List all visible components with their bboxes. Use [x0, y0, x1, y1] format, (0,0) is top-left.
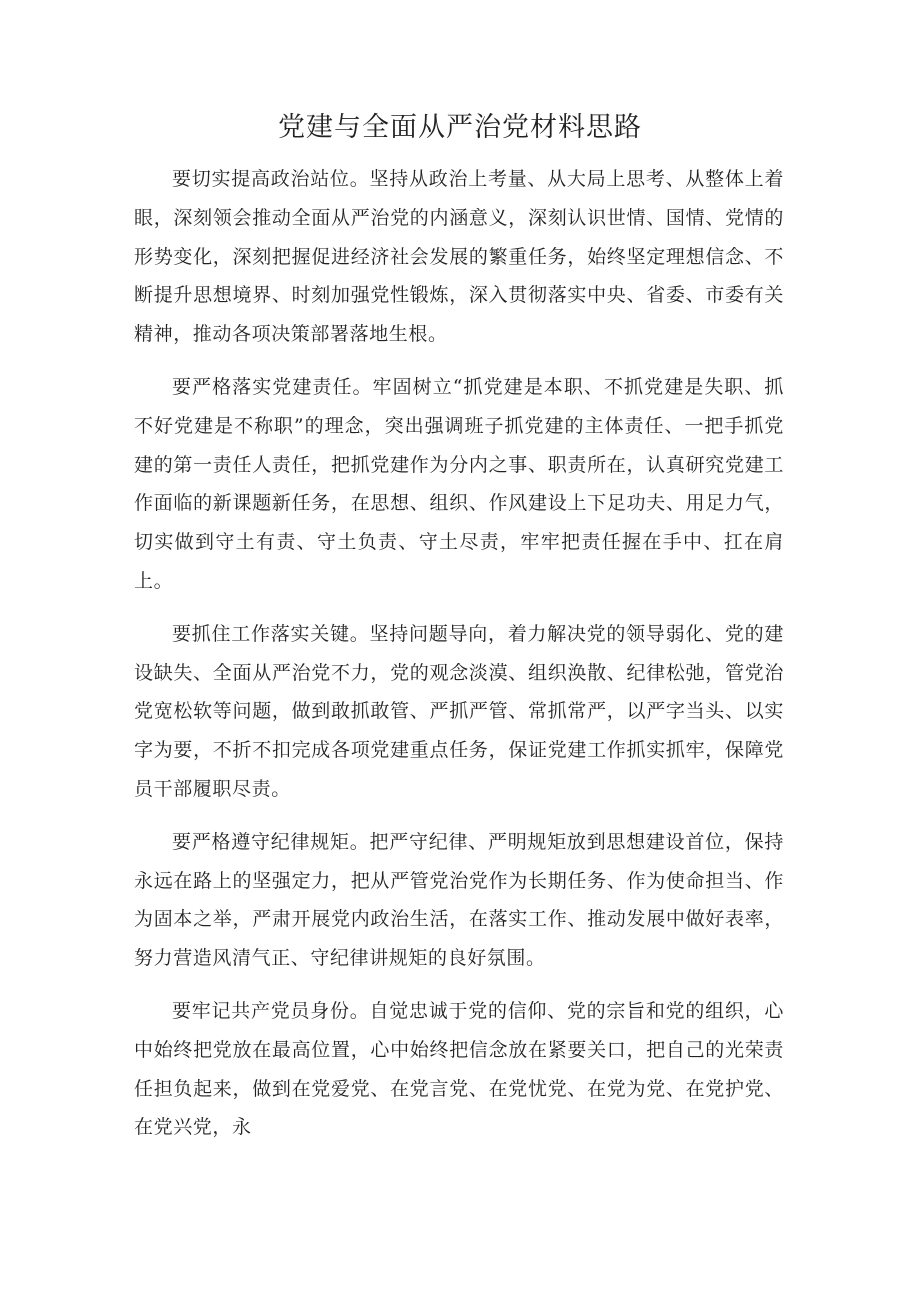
- paragraph-party-responsibility: 要严格落实党建责任。牢固树立“抓党建是本职、不抓党建是失职、抓不好党建是不称职”的理念，突出强调班子抓党建的主体责任、一把手抓党建的第一责任人责任，把抓党建作为分内之事、职责所在，认真研究党建工作面临的新课题新任务，在思想、组织、作风建设上下足功夫、用足力气，切实做到守土有责、守土负责、守土尽责，牢牢把责任握在手中、扛在肩上。: [134, 375, 784, 592]
- paragraph-political-stance: 要切实提高政治站位。坚持从政治上考量、从大局上思考、从整体上着眼，深刻领会推动全面从严治党的内涵意义，深刻认识世情、国情、党情的形势变化，深刻把握促进经济社会发展的繁重任务，始终坚定理想信念、不断提升思想境界、时刻加强党性锻炼，深入贯彻落实中央、省委、市委有关精神，推动各项决策部署落地生根。: [134, 168, 784, 346]
- document-body: [134, 160, 784, 1161]
- paragraph-party-member-identity: 要牢记共产党员身份。自觉忠诚于党的信仰、党的宗旨和党的组织，心中始终把党放在最高位置，心中始终把信念放在紧要关口，把自己的光荣责任担负起来，做到在党爱党、在党言党、在党忧党、在党为党、在党护党、在党兴党，永: [134, 999, 784, 1139]
- paragraph-discipline-rules: 要严格遵守纪律规矩。把严守纪律、严明规矩放到思想建设首位，保持永远在路上的坚强定力，把从严管党治党作为长期任务、作为使命担当、作为固本之举，严肃开展党内政治生活，在落实工作、推动发展中做好表率，努力营造风清气正、守纪律讲规矩的良好氛围。: [134, 830, 784, 970]
- document-title: 党建与全面从严治党材料思路: [278, 112, 642, 143]
- paragraph-work-implementation: 要抓住工作落实关键。坚持问题导向，着力解决党的领导弱化、党的建设缺失、全面从严治党不力，党的观念淡漠、组织涣散、纪律松弛，管党治党宽松软等问题，做到敢抓敢管、严抓严管、常抓常严，以严字当头、以实字为要，不折不扣完成各项党建重点任务，保证党建工作抓实抓牢，保障党员干部履职尽责。: [134, 622, 784, 800]
